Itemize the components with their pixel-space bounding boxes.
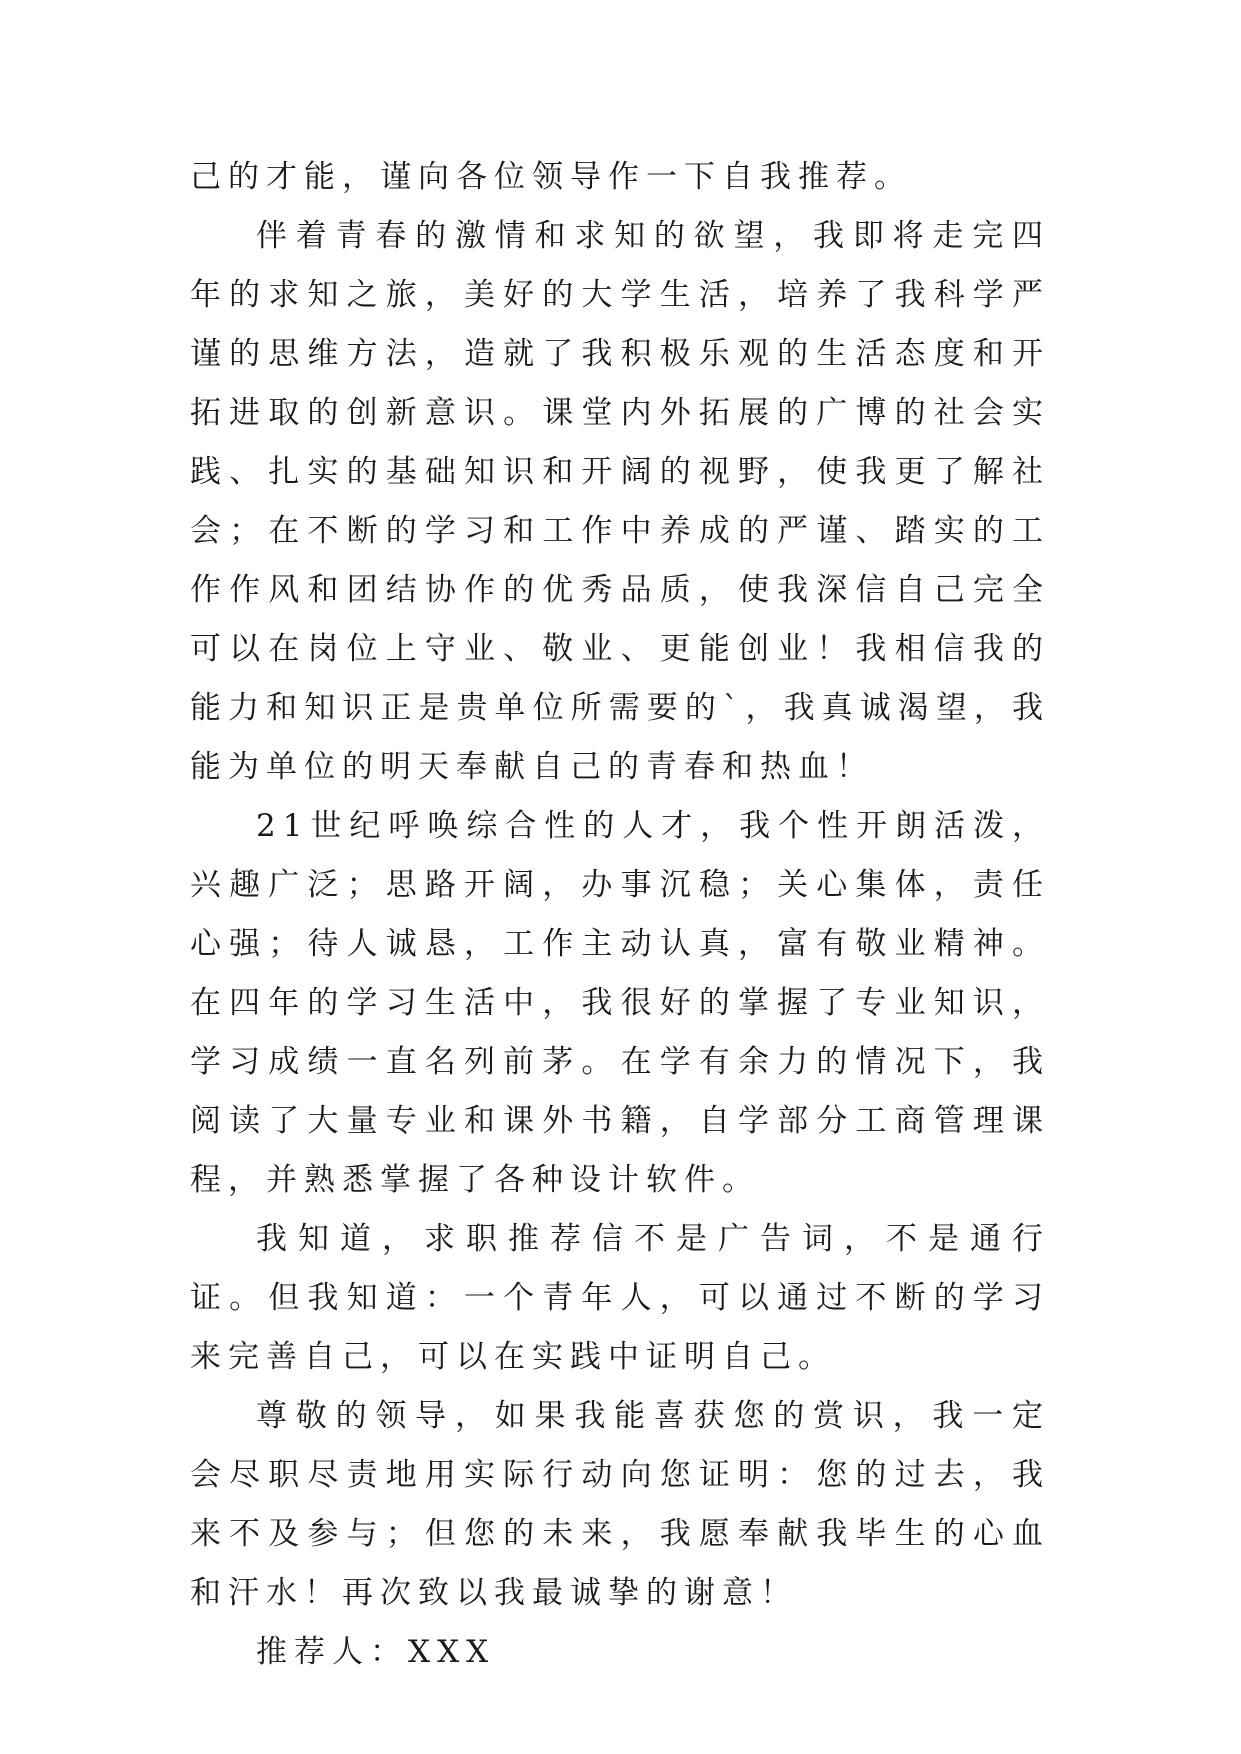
signature-line: 推荐人：XXX xyxy=(256,1634,496,1670)
paragraph-continuation: 己的才能，谨向各位领导作一下自我推荐。 xyxy=(190,159,912,195)
letter-body xyxy=(190,148,1050,1682)
paragraph-self-improvement: 我知道，求职推荐信不是广告词，不是通行证。但我知道：一个青年人，可以通过不断的学习来完善自己，可以在实践中证明自己。 xyxy=(190,1221,1050,1375)
paragraph-education: 伴着青春的激情和求知的欲望，我即将走完四年的求知之旅，美好的大学生活，培养了我科学严谨的思维方法，造就了我积极乐观的生活态度和开拓进取的创新意识。课堂内外拓展的广博的社会实践、扎实的基础知识和开阔的视野，使我更了解社会；在不断的学习和工作中养成的严谨、踏实的工作作风和团结协作的优秀品质，使我深信自己完全可以在岗位上守业、敬业、更能创业！我相信我的能力和知识正是贵单位所需要的`，我真诚渴望，我能为单位的明天奉献自己的青春和热血！ xyxy=(190,218,1050,785)
paragraph-personality: 21世纪呼唤综合性的人才，我个性开朗活泼，兴趣广泛；思路开阔，办事沉稳；关心集体，责任心强；待人诚恳，工作主动认真，富有敬业精神。在四年的学习生活中，我很好的掌握了专业知识，学习成绩一直名列前茅。在学有余力的情况下，我阅读了大量专业和课外书籍，自学部分工商管理课程，并熟悉掌握了各种设计软件。 xyxy=(190,808,1050,1198)
paragraph-closing: 尊敬的领导，如果我能喜获您的赏识，我一定会尽职尽责地用实际行动向您证明：您的过去，我来不及参与；但您的未来，我愿奉献我毕生的心血和汗水！再次致以我最诚挚的谢意！ xyxy=(190,1398,1050,1611)
